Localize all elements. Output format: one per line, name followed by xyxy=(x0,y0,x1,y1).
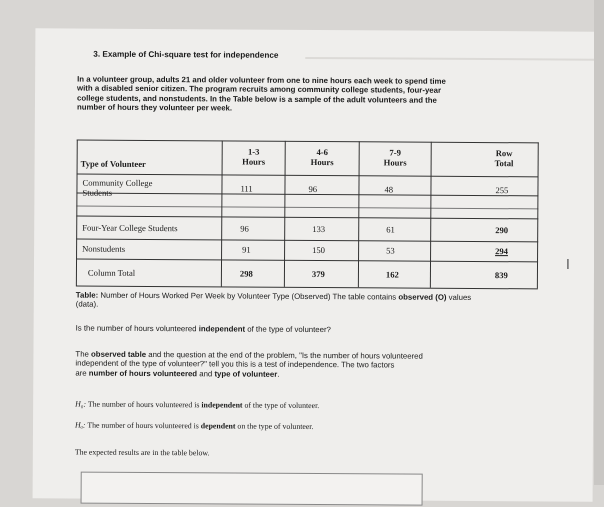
table-rule xyxy=(76,140,78,286)
sample-emphasis: sample xyxy=(294,94,322,104)
cell-column-total-4-6: 379 xyxy=(311,268,325,280)
table-rule xyxy=(77,174,539,178)
intro-line-1: In a volunteer group, adults 21 and older volunteer from one to nine hours each week to spend time xyxy=(77,74,446,86)
table-rule xyxy=(76,206,538,210)
header-7-9: 7-9 Hours xyxy=(383,147,407,168)
row-label-nonstudents: Nonstudents xyxy=(82,243,126,254)
cell-nonstudents-1-3: 91 xyxy=(242,244,251,255)
cell-four-year-7-9: 61 xyxy=(386,224,395,235)
top-rule xyxy=(305,57,595,61)
expected-table-top xyxy=(81,472,423,506)
intro-line-4: number of hours they volunteer per week. xyxy=(76,102,233,113)
cell-community-4-6: 96 xyxy=(308,183,318,195)
question: Is the number of hours volunteered independent of the type of volunteer? xyxy=(75,323,331,335)
explanation-paragraph: The observed table and the question at the end of the problem, "Is the number of hours volunteered independent of the type of volunteer?" tell you this is a test of independence. The two factors are number of hours volunteered and type of volunteer. xyxy=(75,349,423,379)
screen-edge xyxy=(594,0,604,485)
cell-nonstudents-7-9: 53 xyxy=(386,245,395,256)
page-title: 3. Example of Chi-square test for independence xyxy=(93,49,279,60)
null-hypothesis: H₀: The number of hours volunteered is independent of the type of volunteer. xyxy=(75,399,320,411)
intro-line-3: college students, and nonstudents. In the Table below is a sample of the adult volunteers and the xyxy=(76,93,437,105)
table-rule xyxy=(537,142,539,288)
observed-table xyxy=(76,140,539,289)
table-rule xyxy=(77,140,539,144)
intro-paragraph xyxy=(77,75,446,115)
header-row-total: Row Total xyxy=(494,148,514,169)
header-1-3: 1-3 Hours xyxy=(242,146,266,167)
text-cursor-icon: I xyxy=(566,258,570,273)
alternative-hypothesis: Hₐ: The number of hours volunteered is dependent on the type of volunteer. xyxy=(74,420,314,431)
document-page xyxy=(33,28,596,501)
header-4-6: 4-6 Hours xyxy=(310,147,334,168)
cell-column-total-7-9: 162 xyxy=(385,269,399,280)
row-label-column-total: Column Total xyxy=(87,267,136,278)
row-label-community: Community College Students xyxy=(82,177,153,198)
cell-community-7-9: 48 xyxy=(384,184,394,195)
table-rule xyxy=(76,239,538,243)
table-rule xyxy=(76,286,538,290)
row-label-four-year: Four-Year College Students xyxy=(82,222,178,234)
cell-grand-total: 839 xyxy=(494,270,508,281)
table-rule xyxy=(76,216,538,220)
cell-nonstudents-4-6: 150 xyxy=(312,244,326,256)
cell-four-year-4-6: 133 xyxy=(312,223,326,235)
intro-line-2: with a disabled senior citizen. The program recruits among community college students, four-year xyxy=(77,83,442,96)
cell-column-total-1-3: 298 xyxy=(239,268,253,279)
table-caption: Table: Number of Hours Worked Per Week by Volunteer Type (Observed) The table contains observed (O) values (data). xyxy=(75,290,472,310)
cell-nonstudents-total: 294 xyxy=(495,246,509,257)
header-type: Type of Volunteer xyxy=(80,158,146,169)
cell-four-year-1-3: 96 xyxy=(240,223,249,234)
expected-note: The expected results are in the table below. xyxy=(74,447,210,458)
table-rule xyxy=(76,259,538,263)
cell-community-1-3: 111 xyxy=(240,183,253,194)
cell-four-year-total: 290 xyxy=(495,225,509,236)
cell-community-total: 255 xyxy=(495,185,509,196)
